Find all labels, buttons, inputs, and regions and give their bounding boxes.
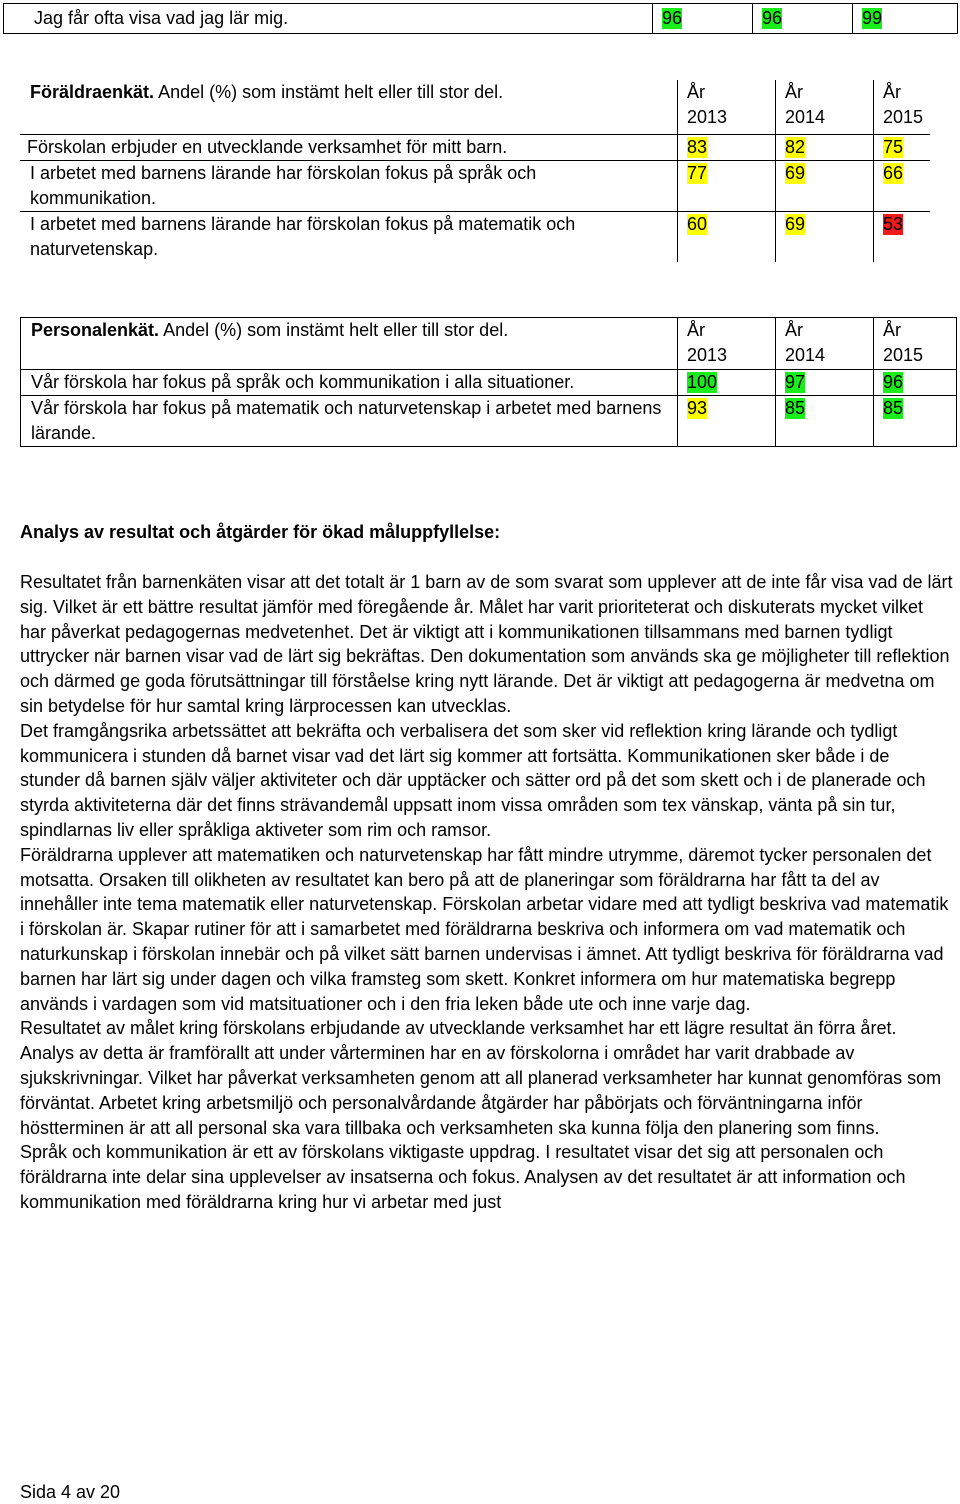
- row-label: I arbetet med barnens lärande har förskolan fokus på språk och kommunikation.: [20, 160, 678, 211]
- year-label: År: [785, 82, 803, 102]
- value-cell-2015: [853, 4, 958, 34]
- value-badge: 85: [883, 398, 904, 418]
- year-value: 2013: [687, 345, 728, 365]
- analysis-paragraph: Det framgångsrika arbetssättet att bekräfta och verbalisera det som sker vid reflektion kring lärande och tydligt kommunicera i stunden då barnet visar vad det lärt sig kommer att fortsätta. Kommunikationen sker både i de stunder då barnen själv väljer aktiviteter och där upptäcker och sätter ord på det som skett och i de planerade och styrda aktiviteterna där det finns strävandemål uppsatt inom vissa områden som tex vänskap, vänta på sin tur, spindlarnas liv eller språkliga aktiveter som rim och ramsor.: [20, 720, 926, 840]
- survey-title-bold: Föräldraenkät.: [30, 82, 155, 102]
- page-number: Sida 4 av 20: [20, 1482, 121, 1502]
- value-badge: 60: [687, 213, 708, 234]
- row-label: I arbetet med barnens lärande har förskolan fokus på matematik och naturvetenskap.: [20, 211, 678, 262]
- value-cell-2013: [678, 396, 776, 447]
- table-header-row: [21, 318, 957, 370]
- row-label: [4, 4, 653, 34]
- survey-title-rest: Andel (%) som instämt helt eller till stor del.: [163, 320, 509, 340]
- value-cell-2013: [678, 370, 776, 396]
- row-label: Förskolan erbjuder en utvecklande verksamhet för mitt barn.: [20, 134, 678, 160]
- value-badge: 66: [883, 162, 904, 183]
- value-cell-2013: [653, 4, 753, 34]
- value-badge: 99: [862, 8, 883, 28]
- table-header-row: [20, 80, 930, 134]
- value-cell-2014: [776, 211, 874, 262]
- value-badge: 97: [785, 372, 806, 392]
- year-header-2013: [678, 318, 776, 370]
- analysis-heading: Analys av resultat och åtgärder för ökad måluppfyllelse:: [20, 522, 501, 542]
- table-row: [20, 134, 930, 160]
- staff-survey-table: [20, 317, 957, 447]
- value-cell-2015: [874, 160, 931, 211]
- year-value: 2013: [687, 107, 728, 127]
- value-badge: 53: [883, 213, 904, 234]
- value-badge: 83: [687, 136, 708, 157]
- year-label: År: [785, 320, 803, 340]
- value-cell-2013: [678, 211, 776, 262]
- value-badge: 69: [785, 162, 806, 183]
- value-badge: 93: [687, 398, 708, 418]
- table-row: [4, 4, 958, 34]
- year-label: År: [883, 320, 901, 340]
- value-badge: 96: [883, 372, 904, 392]
- year-value: 2015: [883, 107, 924, 127]
- year-header-2015: [874, 318, 957, 370]
- row-label-text: Jag får ofta visa vad jag lär mig.: [34, 8, 289, 28]
- year-header-2015: [874, 80, 931, 134]
- value-badge: 77: [687, 162, 708, 183]
- value-cell-2014: [776, 396, 874, 447]
- analysis-body: [20, 570, 954, 1215]
- year-label: År: [883, 82, 901, 102]
- value-badge: 82: [785, 136, 806, 157]
- value-badge: 96: [662, 8, 683, 28]
- analysis-paragraph: Resultatet av målet kring förskolans erbjudande av utvecklande verksamhet har ett lägre resultat än förra året. Analys av detta är framförallt att under vårterminen har en av förskolorna i området har varit drabbade av sjukskrivningar. Vilket har påverkat verksamheten genom att all planerad verksamheter har kunnat genomföras som förväntat. Arbetet kring arbetsmiljö och personalvårdande åtgärder har påbörjats och förväntningarna inför höstterminen är att all personal ska vara tillbaka och verksamheten ska kunna följa den planering som finns.: [20, 1018, 942, 1138]
- value-badge: 69: [785, 213, 806, 234]
- parent-survey-table: [20, 80, 930, 262]
- survey-title-rest: Andel (%) som instämt helt eller till stor del.: [158, 82, 504, 102]
- table-title: [20, 80, 678, 134]
- value-cell-2014: [776, 160, 874, 211]
- value-cell-2015: [874, 370, 957, 396]
- value-badge: 100: [687, 372, 718, 392]
- survey-title-bold: Personalenkät.: [31, 320, 160, 340]
- row-label: Vår förskola har fokus på språk och kommunikation i alla situationer.: [21, 370, 678, 396]
- year-header-2014: [776, 318, 874, 370]
- row-label: Vår förskola har fokus på matematik och naturvetenskap i arbetet med barnens lärande.: [21, 396, 678, 447]
- value-badge: 75: [883, 136, 904, 157]
- year-label: År: [687, 82, 705, 102]
- value-cell-2014: [753, 4, 853, 34]
- value-cell-2015: [874, 211, 931, 262]
- value-badge: 96: [762, 8, 783, 28]
- value-cell-2013: [678, 160, 776, 211]
- year-label: År: [687, 320, 705, 340]
- value-cell-2014: [776, 370, 874, 396]
- table-row: [20, 211, 930, 262]
- analysis-paragraph: Resultatet från barnenkäten visar att det totalt är 1 barn av de som svarat som upplever att de inte får visa vad de lärt sig. Vilket är ett bättre resultat jämför med föregående år. Målet har varit prioriteterat och diskuterats mycket vilket har påverkat pedagogernas medvetenhet. Det är viktigt att i kommunikationen tillsammans med barnen tydligt uttrycker när barnen visar vad de lärt sig bekräftas. Den dokumentation som används ska ge möjligheter till reflektion och därmed ge goda förutsättningar till förståelse kring nytt lärande. Det är viktigt att pedagogerna är medvetna om sin betydelse för hur samtal kring lärprocessen kan utvecklas.: [20, 572, 953, 716]
- analysis-paragraph: Språk och kommunikation är ett av förskolans viktigaste uppdrag. I resultatet visar det sig att personalen och föräldrarna inte delar sina upplevelser av insatserna och fokus. Analysen av det resultatet är att information och kommunikation med föräldrarna kring hur vi arbetar med just: [20, 1142, 906, 1212]
- value-cell-2015: [874, 134, 931, 160]
- year-header-2014: [776, 80, 874, 134]
- value-cell-2013: [678, 134, 776, 160]
- table-row: [20, 160, 930, 211]
- year-value: 2015: [883, 345, 924, 365]
- year-header-2013: [678, 80, 776, 134]
- table-row: [21, 370, 957, 396]
- year-value: 2014: [785, 107, 826, 127]
- table-row: [21, 396, 957, 447]
- value-badge: 85: [785, 398, 806, 418]
- year-value: 2014: [785, 345, 826, 365]
- value-cell-2014: [776, 134, 874, 160]
- analysis-paragraph: Föräldrarna upplever att matematiken och naturvetenskap har fått mindre utrymme, däremot tycker personalen det motsatta. Orsaken till olikheten av resultatet kan bero på att de planeringar som föräldrarna har fått ta del av innehåller inte tema matematik eller naturvetenskap. Förskolan arbetar vidare med att tydligt beskriva vad matematik i förskolan är. Skapar rutiner för att i samarbetet med föräldrarna beskriva och informera om vad matematik och naturkunskap i förskolan innebär och på vilket sätt barnen undervisas i ämnet. Att tydligt beskriva för föräldrarna vad barnen har lärt sig under dagen och vilka framsteg som skett. Konkret informera om hur matematiska begrepp används i vardagen som vid matsituationer och i den fria leken både ute och inne varje dag.: [20, 844, 949, 1014]
- table-title: [21, 318, 678, 370]
- value-cell-2015: [874, 396, 957, 447]
- child-survey-table-continuation: [3, 3, 958, 34]
